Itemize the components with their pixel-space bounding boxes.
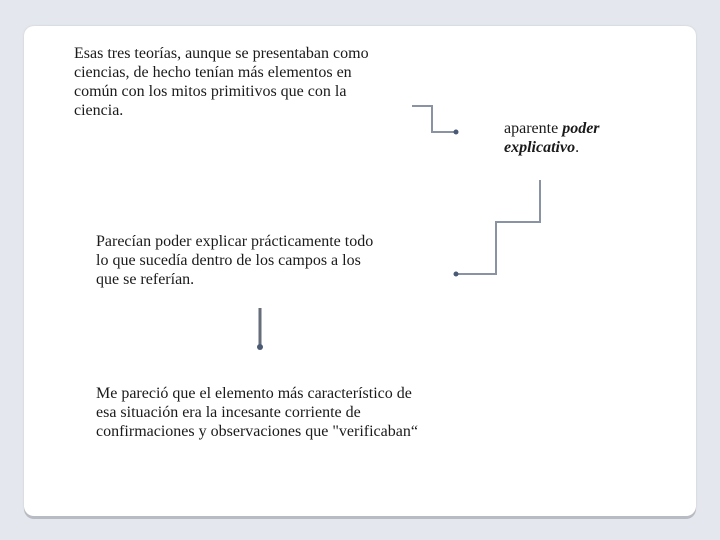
connector-stair bbox=[456, 180, 540, 274]
paragraph-confirmations: Me pareció que el elemento más característico de esa situación era la incesante corriente de confirmaciones y observaciones que "verificaban“ bbox=[96, 385, 418, 440]
paragraph-explain-everything: Parecían poder explicar prácticamente todo lo que sucedía dentro de los campos a los que se referían. bbox=[96, 233, 374, 288]
side-note-suffix: . bbox=[575, 139, 580, 156]
connector-top-dot bbox=[454, 130, 459, 135]
side-note-prefix: aparente bbox=[504, 120, 563, 137]
side-note-emphasis: poder explicativo bbox=[504, 120, 600, 156]
connector-vertical-dot bbox=[257, 344, 263, 350]
paragraph-three-theories: Esas tres teorías, aunque se presentaban como ciencias, de hecho tenían más elementos en común con los mitos primitivos que con la ciencia. bbox=[74, 45, 369, 119]
connector-top bbox=[412, 106, 456, 132]
connector-stair-dot bbox=[454, 272, 459, 277]
